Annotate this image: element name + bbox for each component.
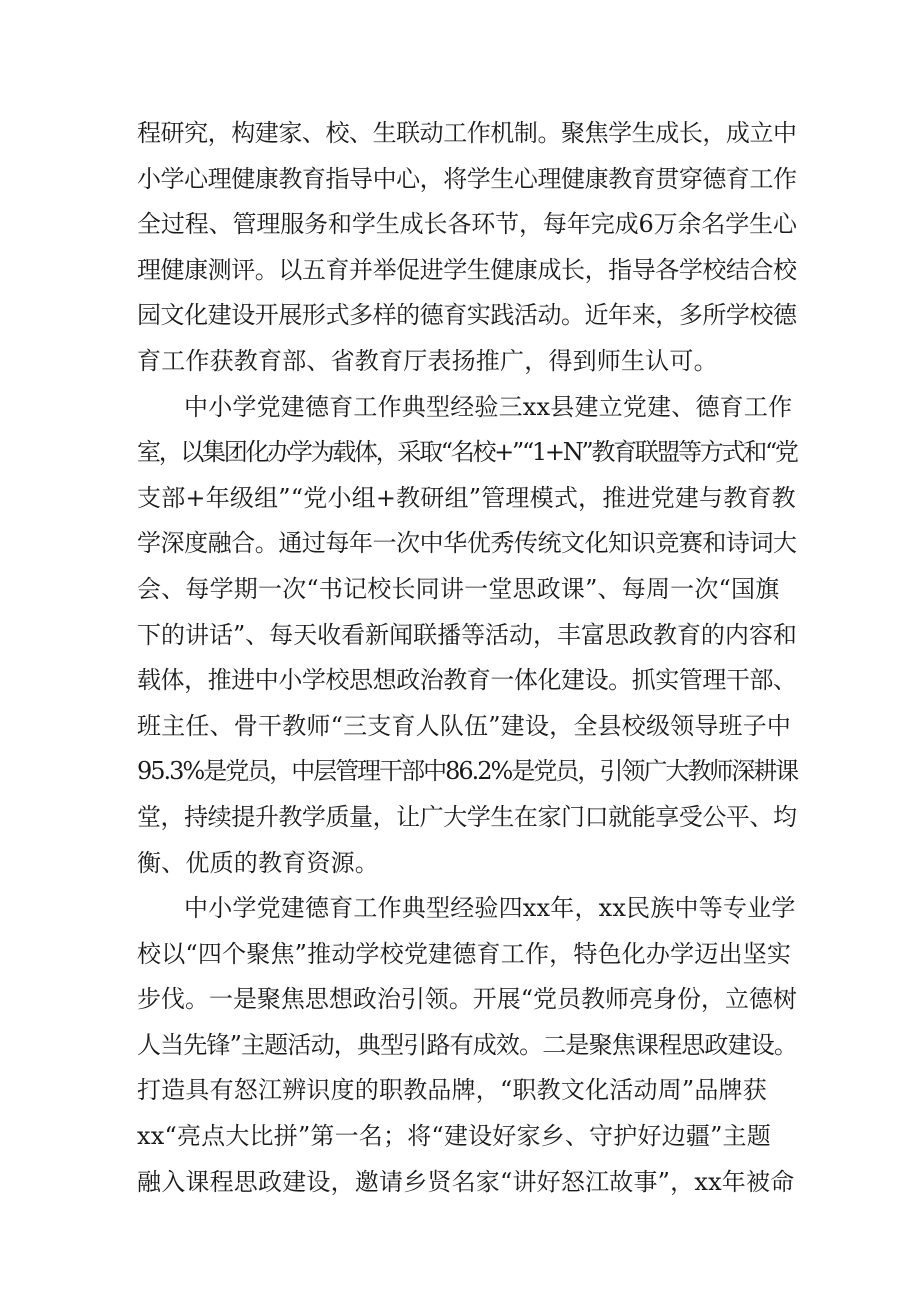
body-text (137, 111, 797, 1205)
paragraph-start-line: 中小学党建德育工作典型经验三xx县建立党建、德育工作 (184, 392, 793, 421)
text-line: 支部+年级组”“党小组+教研组”管理模式，推进党建与教育教 (137, 483, 796, 512)
text-line: 载体，推进中小学校思想政治教育一体化建设。抓实管理干部、 (137, 666, 797, 695)
text-line: 全过程、管理服务和学生成长各环节，每年完成6万余名学生心 (137, 210, 797, 239)
text-line: 理健康测评。以五育并举促进学生健康成长，指导各学校结合校 (137, 255, 797, 284)
text-line: 小学心理健康教育指导中心，将学生心理健康教育贯穿德育工作 (137, 164, 797, 193)
text-line: 95.3%是党员，中层管理干部中86.2%是党员，引领广大教师深耕课 (137, 757, 798, 786)
text-line: 人当先锋”主题活动，典型引路有成效。二是聚焦课程思政建设。 (137, 1030, 798, 1059)
text-line: xx“亮点大比拼”第一名；将“建设好家乡、守护好边疆”主题 (137, 1122, 771, 1151)
paragraph-start-line: 中小学党建德育工作典型经验四xx年，xx民族中等专业学 (184, 894, 796, 923)
text-line: 校以“四个聚焦”推动学校党建德育工作，特色化办学迈出坚实 (137, 939, 792, 968)
text-line: 育工作获教育部、省教育厅表扬推广，得到师生认可。 (137, 346, 718, 375)
text-line: 步伐。一是聚焦思想政治引领。开展“党员教师亮身份，立德树 (137, 985, 797, 1014)
text-line: 下的讲话”、每天收看新闻联播等活动，丰富思政教育的内容和 (137, 620, 797, 649)
text-line: 学深度融合。通过每年一次中华优秀传统文化知识竞赛和诗词大 (137, 529, 797, 558)
text-line: 打造具有怒江辨识度的职教品牌，“职教文化活动周”品牌获 (137, 1076, 767, 1105)
text-line: 程研究，构建家、校、生联动工作机制。聚焦学生成长，成立中 (137, 119, 797, 147)
text-line: 会、每学期一次“书记校长同讲一堂思政课”、每周一次“国旗 (137, 574, 780, 603)
text-line: 班主任、骨干教师“三支育人队伍”建设，全县校级领导班子中 (137, 711, 792, 740)
text-line: 衡、优质的教育资源。 (137, 848, 379, 877)
text-line: 室，以集团化办学为载体，采取“名校+”“1+N”教育联盟等方式和“党 (137, 438, 797, 467)
text-line: 堂，持续提升教学质量，让广大学生在家门口就能享受公平、均 (137, 802, 797, 831)
text-line: 融入课程思政建设，邀请乡贤名家“讲好怒江故事”，xx年被命 (137, 1167, 795, 1196)
text-line: 园文化建设开展形式多样的德育实践活动。近年来，多所学校德 (137, 301, 797, 330)
